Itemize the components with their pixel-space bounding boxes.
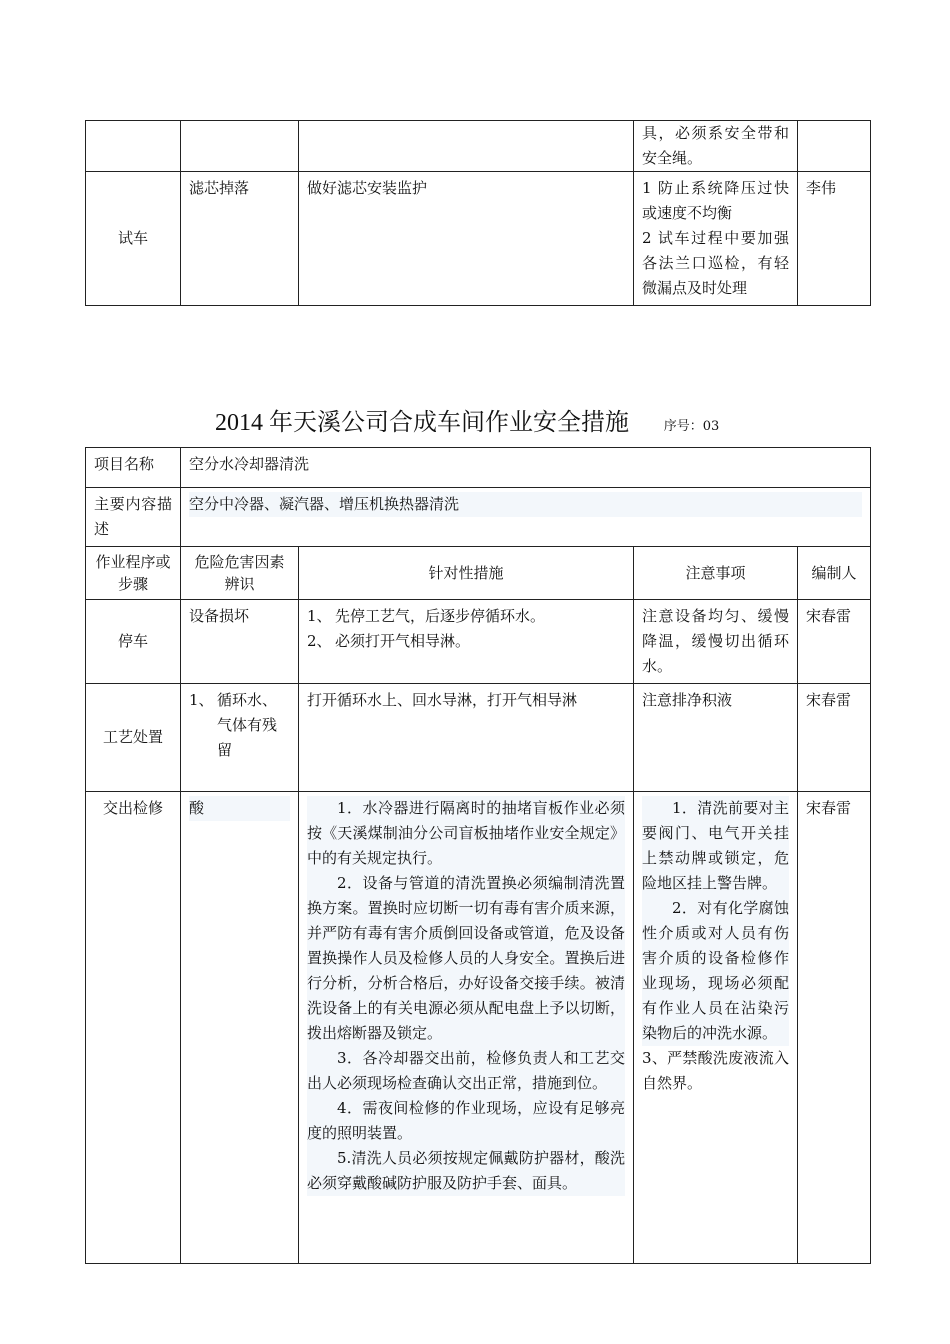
table-row bbox=[86, 792, 871, 1264]
note-cell bbox=[634, 172, 798, 306]
header-step: 作业程序或步骤 bbox=[86, 547, 181, 600]
measure-cell: 做好滤芯安装监护 bbox=[299, 172, 634, 306]
note-item: 3、严禁酸洗废液流入自然界。 bbox=[642, 1049, 789, 1092]
author-cell: 宋春雷 bbox=[798, 600, 871, 684]
step-cell: 工艺处置 bbox=[86, 684, 181, 792]
serial-number: 序号：03 bbox=[663, 419, 720, 434]
hazard-cell bbox=[181, 121, 299, 172]
project-name-label: 项目名称 bbox=[86, 448, 181, 488]
hazard-cell bbox=[181, 792, 299, 1264]
project-name-row bbox=[86, 448, 871, 488]
note-cell: 注意设备均匀、缓慢降温，缓慢切出循环水。 bbox=[634, 600, 798, 684]
step-cell: 停车 bbox=[86, 600, 181, 684]
page-title: 2014 年天溪公司合成车间作业安全措施 bbox=[215, 410, 629, 436]
measure-item: 1、 先停工艺气，后逐步停循环水。 bbox=[307, 607, 546, 625]
table-row bbox=[86, 172, 871, 306]
safety-measures-table bbox=[85, 447, 871, 1264]
measure-cell bbox=[299, 600, 634, 684]
note-item: 1．清洗前要对主要阀门、电气开关挂上禁动牌或锁定，危险地区挂上警告牌。 bbox=[642, 799, 789, 892]
measure-item: 4．需夜间检修的作业现场，应设有足够亮度的照明装置。 bbox=[307, 1099, 625, 1142]
measure-item: 2．设备与管道的清洗置换必须编制清洗置换方案。置换时应切断一切有毒有害介质来源，并严防有毒有害介质倒回设备或管道，危及设备置换操作人员及检修人员的人身安全。置换后进行分析，分析合格后，办好设备交接手续。被清洗设备上的有关电源必须从配电盘上予以切断，拨出熔断器及锁定。 bbox=[307, 874, 625, 1042]
measure-item: 2、 必须打开气相导淋。 bbox=[307, 632, 471, 650]
author-cell: 李伟 bbox=[798, 172, 871, 306]
header-notes: 注意事项 bbox=[634, 547, 798, 600]
note-item: 2．对有化学腐蚀性介质或对人员有伤害介质的设备检修作业现场，现场必须配有作业人员在沾染污染物后的冲洗水源。 bbox=[642, 899, 789, 1042]
note-cell bbox=[634, 792, 798, 1264]
measure-item: 1．水冷器进行隔离时的抽堵盲板作业必须按《天溪煤制油分公司盲板抽堵作业安全规定》中的有关规定执行。 bbox=[307, 799, 625, 867]
description-value bbox=[181, 488, 871, 547]
note-line: 1 防止系统降压过快或速度不均衡 bbox=[642, 179, 789, 222]
note-cell: 具，必须系安全带和安全绳。 bbox=[634, 121, 798, 172]
project-name-value: 空分水冷却器清洗 bbox=[181, 448, 871, 488]
description-row bbox=[86, 488, 871, 547]
hazard-cell: 滤芯掉落 bbox=[181, 172, 299, 306]
header-row bbox=[86, 547, 871, 600]
measure-cell: 打开循环水上、回水导淋，打开气相导淋 bbox=[299, 684, 634, 792]
measure-cell bbox=[299, 792, 634, 1264]
step-cell: 试车 bbox=[86, 172, 181, 306]
header-hazard: 危险危害因素辨识 bbox=[181, 547, 299, 600]
hazard-cell bbox=[181, 684, 299, 792]
measure-cell bbox=[299, 121, 634, 172]
hazard-item: 1、 循环水、气体有残留 bbox=[189, 691, 278, 759]
hazard-cell: 设备损坏 bbox=[181, 600, 299, 684]
table-row bbox=[86, 121, 871, 172]
header-author: 编制人 bbox=[798, 547, 871, 600]
header-measures: 针对性措施 bbox=[299, 547, 634, 600]
continuation-table bbox=[85, 120, 871, 306]
author-cell bbox=[798, 121, 871, 172]
title-line bbox=[215, 402, 719, 437]
note-line: 2 试车过程中要加强各法兰口巡检，有轻微漏点及时处理 bbox=[642, 229, 789, 297]
table-row bbox=[86, 684, 871, 792]
author-cell: 宋春雷 bbox=[798, 684, 871, 792]
table-row bbox=[86, 600, 871, 684]
measure-item: 5.清洗人员必须按规定佩戴防护器材，酸洗必须穿戴酸碱防护服及防护手套、面具。 bbox=[307, 1149, 625, 1192]
author-cell: 宋春雷 bbox=[798, 792, 871, 1264]
description-label: 主要内容描述 bbox=[86, 488, 181, 547]
step-cell bbox=[86, 121, 181, 172]
description-text: 空分中冷器、凝汽器、增压机换热器清洗 bbox=[189, 492, 862, 517]
hazard-text: 酸 bbox=[189, 796, 290, 821]
step-cell: 交出检修 bbox=[86, 792, 181, 1264]
note-cell: 注意排净积液 bbox=[634, 684, 798, 792]
measure-item: 3．各冷却器交出前，检修负责人和工艺交出人必须现场检查确认交出正常，措施到位。 bbox=[307, 1049, 625, 1092]
